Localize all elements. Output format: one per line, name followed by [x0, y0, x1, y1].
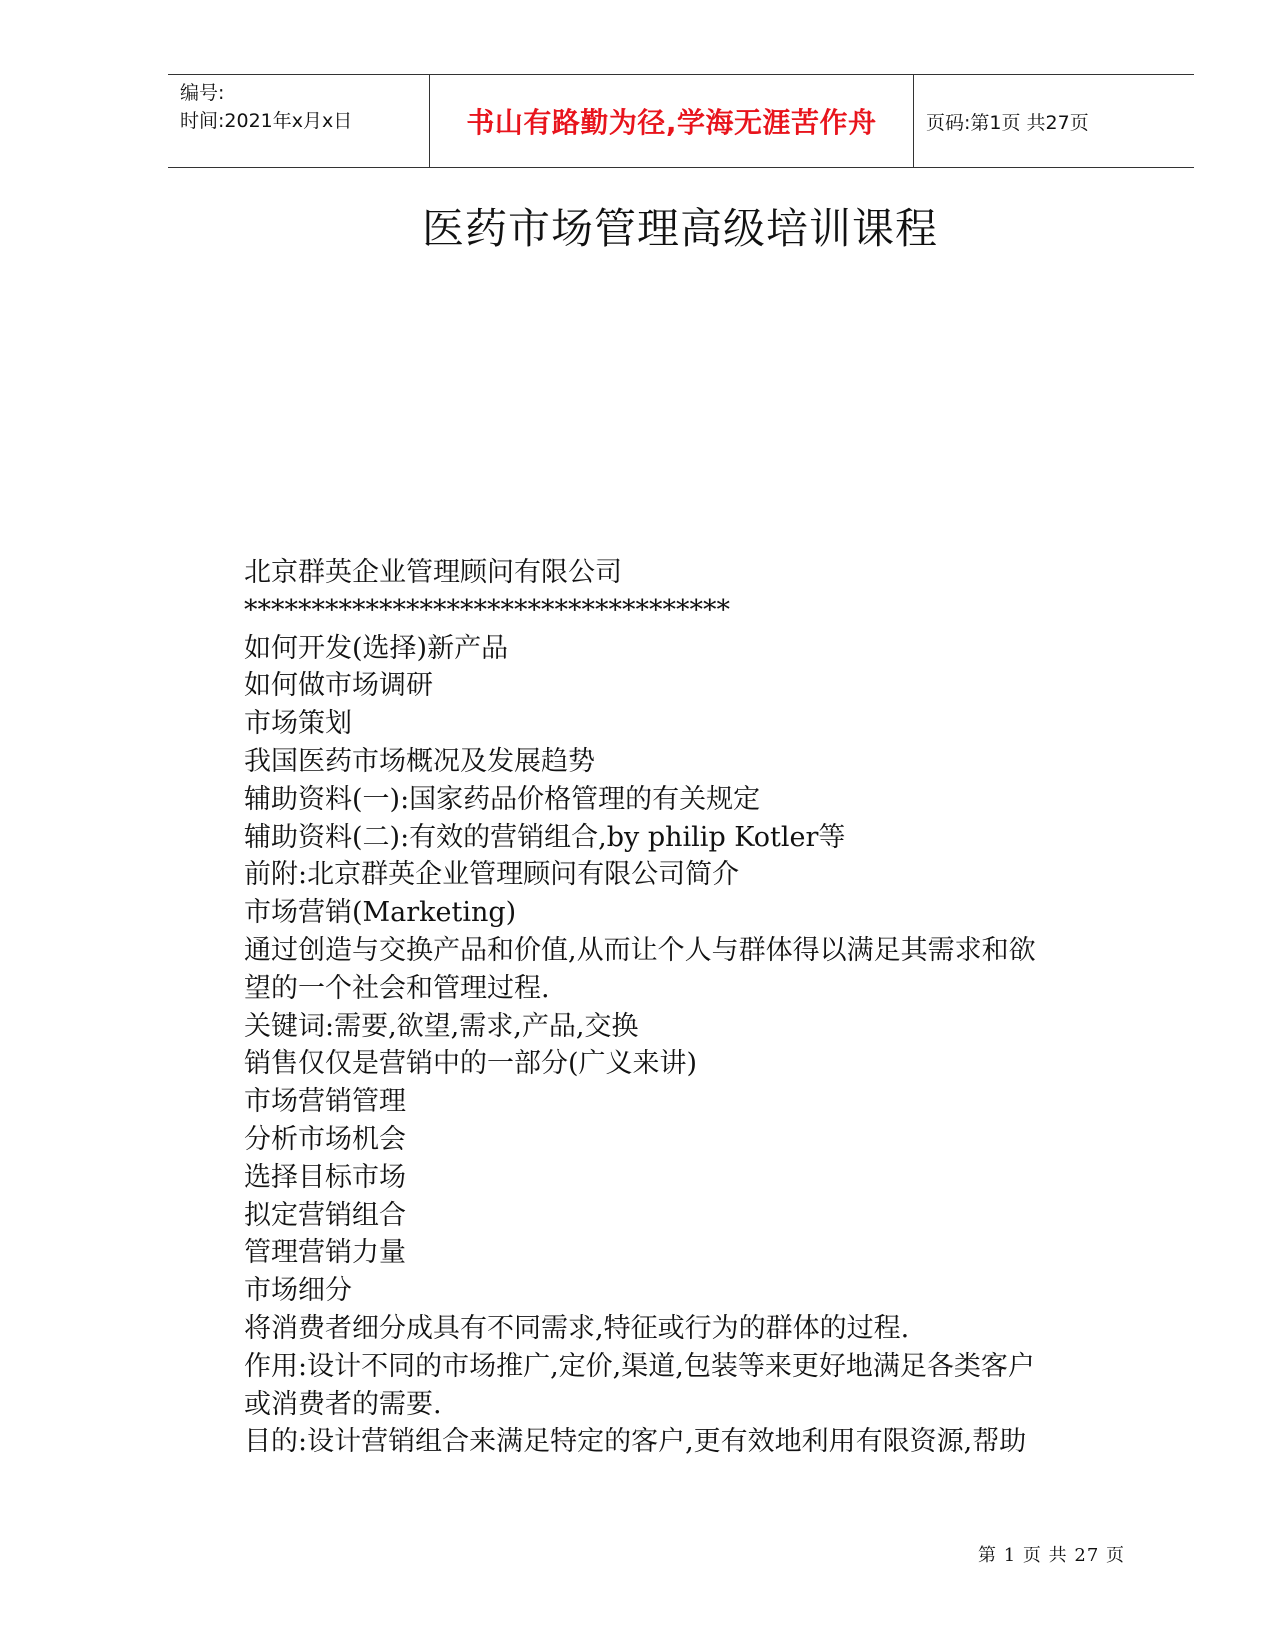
document-number-label: 编号:: [180, 82, 225, 104]
body-line: 前附:北京群英企业管理顾问有限公司简介: [244, 859, 740, 891]
body-line: 作用:设计不同的市场推广,定价,渠道,包装等来更好地满足各类客户: [244, 1350, 1035, 1382]
body-line: 市场营销(Marketing): [244, 897, 517, 929]
header-page-cell: [914, 75, 1194, 167]
body-line: 如何做市场调研: [244, 670, 433, 702]
body-line: 分析市场机会: [244, 1123, 406, 1155]
document-body: [244, 554, 1124, 1461]
body-line: 或消费者的需要.: [244, 1388, 442, 1420]
motto-text: 书山有路勤为径,学海无涯苦作舟: [466, 106, 877, 139]
body-line: 如何开发(选择)新产品: [244, 632, 509, 664]
body-line: 销售仅仅是营销中的一部分(广义来讲): [244, 1048, 698, 1080]
body-line: 辅助资料(二):有效的营销组合,by philip Kotler等: [244, 821, 846, 853]
page-footer: 第 1 页 共 27 页: [978, 1545, 1125, 1566]
header-motto-cell: [430, 75, 914, 167]
body-line: 拟定营销组合: [244, 1199, 406, 1231]
body-line: 选择目标市场: [244, 1161, 406, 1193]
header-info-cell: [168, 75, 430, 167]
page-code-label: 页码:第1页 共27页: [926, 111, 1089, 134]
body-line: 北京群英企业管理顾问有限公司: [244, 557, 622, 588]
body-line: 我国医药市场概况及发展趋势: [244, 745, 595, 777]
header-table: [168, 74, 1194, 168]
body-line: 管理营销力量: [244, 1237, 406, 1269]
body-line: 市场营销管理: [244, 1086, 406, 1118]
document-title: 医药市场管理高级培训课程: [421, 204, 938, 253]
body-line: ************************************: [244, 594, 730, 626]
body-line: 通过创造与交换产品和价值,从而让个人与群体得以满足其需求和欲: [244, 934, 1036, 966]
body-line: 市场细分: [244, 1275, 352, 1307]
body-line: 关键词:需要,欲望,需求,产品,交换: [244, 1010, 639, 1042]
body-line: 将消费者细分成具有不同需求,特征或行为的群体的过程.: [244, 1312, 910, 1344]
body-line: 目的:设计营销组合来满足特定的客户,更有效地利用有限资源,帮助: [244, 1426, 1027, 1458]
body-line: 望的一个社会和管理过程.: [244, 972, 550, 1004]
body-line: 辅助资料(一):国家药品价格管理的有关规定: [244, 783, 761, 815]
document-time-label: 时间:2021年x月x日: [180, 110, 353, 132]
body-line: 市场策划: [244, 708, 352, 740]
